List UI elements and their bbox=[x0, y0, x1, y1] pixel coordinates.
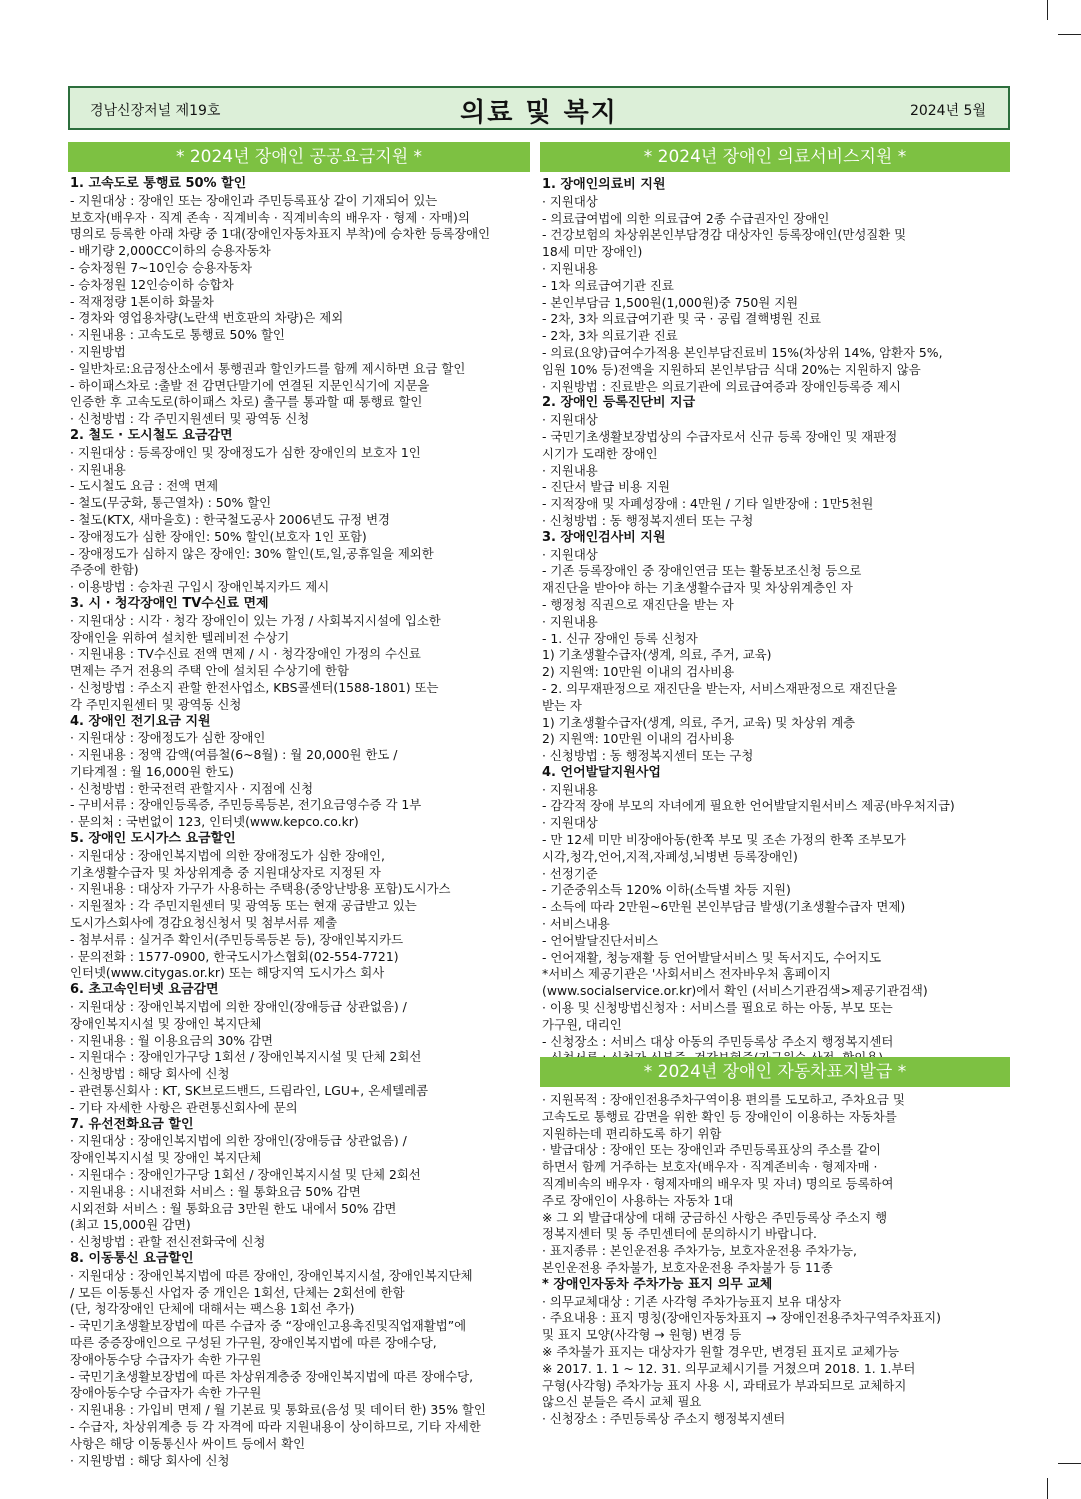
section-heading: 6. 초고속인터넷 요금감면 bbox=[70, 982, 219, 998]
text-line: · 신청방법 : 각 주민지원센터 및 광역동 신청 bbox=[70, 411, 310, 427]
text-line: 지원하는데 편리하도록 하기 위함 bbox=[542, 1125, 722, 1141]
text-line: 정복지센터 및 동 주민센터에 문의하시기 바랍니다. bbox=[542, 1226, 817, 1242]
section-heading: 2. 철도 · 도시철도 요금감면 bbox=[70, 427, 233, 443]
text-line: 면제는 주거 전용의 주택 안에 설치된 수상기에 한함 bbox=[70, 663, 349, 679]
text-line: · 지원대상 : 장애인복지법에 따른 장애인, 장애인복지시설, 장애인복지단체 bbox=[70, 1267, 473, 1283]
section-heading: 1. 고속도로 통행료 50% 할인 bbox=[70, 176, 247, 191]
text-line: 받는 자 bbox=[542, 697, 582, 713]
text-line: - 첨부서류 : 실거주 확인서(주민등록등본 등), 장애인복지카드 bbox=[70, 931, 404, 947]
text-line: 장애인복지시설 및 장애인 복지단체 bbox=[70, 1150, 262, 1166]
text-line: · 신청방법 : 한국전력 관할지사 · 지점에 신청 bbox=[70, 780, 314, 796]
text-line: · 신청장소 : 주민등록상 주소지 행정복지센터 bbox=[542, 1411, 786, 1427]
text-line: - 지원대상 : 장애인 또는 장애인과 주민등록표상 같이 기재되어 있는 bbox=[70, 192, 438, 208]
text-line: - 건강보험의 차상위본인부담경감 대상자인 등록장애인(만성질환 및 bbox=[542, 227, 907, 243]
text-line: · 지원대상 bbox=[542, 193, 598, 209]
text-line: 각 주민지원센터 및 광역동 신청 bbox=[70, 696, 242, 712]
text-line: 18세 미만 장애인) bbox=[542, 244, 643, 260]
text-line: (www.socialservice.or.kr)에서 확인 (서비스기관검색>제공기관검색) bbox=[542, 983, 928, 999]
text-line: 및 표지 모양(사각형 → 원형) 변경 등 bbox=[542, 1327, 742, 1343]
text-line: - 1차 의료급여기관 진료 bbox=[542, 277, 674, 293]
text-line: 고속도로 통행료 감면을 위한 확인 등 장애인이 이용하는 자동차를 bbox=[542, 1108, 897, 1124]
text-line: · 지원대수 : 장애인가구당 1회선 / 장애인복지시설 및 단체 2회선 bbox=[70, 1167, 421, 1183]
text-line: - 의료급여법에 의한 의료급여 2종 수급권자인 장애인 bbox=[542, 210, 830, 226]
text-line: · 지원대상 bbox=[542, 546, 598, 562]
text-line: · 신청방법 : 주소지 관할 한전사업소, KBS콜센터(1588-1801) 또는 bbox=[70, 679, 439, 695]
text-line: · 지원방법 : 해당 회사에 신청 bbox=[70, 1452, 230, 1468]
text-line: - 철도(무궁화, 통근열차) : 50% 할인 bbox=[70, 495, 272, 511]
text-line: · 지원대상 : 장애인복지법에 의한 장애인(장애등급 상관없음) / bbox=[70, 999, 407, 1015]
text-line: - 국민기초생활보장법상의 수급자로서 신규 등록 장애인 및 재판정 bbox=[542, 428, 898, 444]
text-line: · 선정기준 bbox=[542, 865, 598, 881]
text-line: 재진단을 받아야 하는 기초생활수급자 및 차상위계층인 자 bbox=[542, 580, 853, 596]
text-line: 기초생활수급자 및 차상위계층 중 지원대상자로 지정된 자 bbox=[70, 864, 381, 880]
text-line: - 구비서류 : 장애인등록증, 주민등록등본, 전기요금영수증 각 1부 bbox=[70, 797, 422, 813]
text-line: · 지원대상 : 장애인복지법에 의한 장애정도가 심한 장애인, bbox=[70, 847, 385, 863]
text-line: - 감각적 장애 부모의 자녀에게 필요한 언어발달지원서비스 제공(바우처지급) bbox=[542, 798, 955, 814]
text-line: · 지원방법 : 진료받은 의료기관에 의료급여증과 장애인등록증 제시 bbox=[542, 378, 901, 394]
text-line: - 장애정도가 심한 장애인: 50% 할인(보호자 1인 포함) bbox=[70, 528, 367, 544]
text-line: 장애아동수당 수급자가 속한 가구원 bbox=[70, 1351, 262, 1367]
text-line: · 지원내용 bbox=[542, 781, 598, 797]
section-banner-medical: * 2024년 장애인 의료서비스지원 * bbox=[540, 142, 1010, 172]
page-header bbox=[68, 86, 1010, 130]
text-line: - 기존 등록장애인 중 장애인연금 또는 활동보조신청 등으로 bbox=[542, 563, 862, 579]
text-line: *서비스 제공기관은 '사회서비스 전자바우처 홈페이지 bbox=[542, 966, 831, 982]
public-fees-content bbox=[70, 176, 530, 1469]
text-line: - 국민기초생활보장법에 따른 수급자 중 “장애인고용촉진및직업재활법”에 bbox=[70, 1318, 467, 1334]
text-line: - 승차정원 12인승이하 승합차 bbox=[70, 276, 234, 292]
vehicle-content bbox=[542, 1092, 1010, 1428]
text-line: ※ 주차불가 표지는 대상자가 원할 경우만, 변경된 표지로 교체가능 bbox=[542, 1343, 900, 1359]
text-line: · 지원내용 bbox=[542, 613, 598, 629]
text-line: 본인운전용 주차불가, 보호자운전용 주차불가 등 11종 bbox=[542, 1259, 833, 1275]
text-line: · 신청방법 : 동 행정복지센터 또는 구청 bbox=[542, 748, 754, 764]
text-line: 장애아동수당 수급자가 속한 가구원 bbox=[70, 1385, 262, 1401]
text-line: · 지원내용 : 월 이용요금의 30% 감면 bbox=[70, 1032, 273, 1048]
text-line: - 본인부담금 1,500원(1,000원)중 750원 지원 bbox=[542, 294, 799, 310]
text-line: · 지원대상 : 등록장애인 및 장애정도가 심한 장애인의 보호자 1인 bbox=[70, 444, 421, 460]
text-line: 주로 장애인이 사용하는 자동차 1대 bbox=[542, 1192, 734, 1208]
text-line: · 주요내용 : 표지 명칭(장애인자동차표지 → 장애인전용주차구역주차표지) bbox=[542, 1310, 941, 1326]
text-line: · 지원내용 bbox=[70, 461, 126, 477]
section-heading: * 장애인자동차 주차가능 표지 의무 교체 bbox=[542, 1276, 773, 1292]
text-line: 시외전화 서비스 : 월 통화요금 3만원 한도 내에서 50% 감면 bbox=[70, 1200, 397, 1216]
text-line: · 지원내용 bbox=[542, 462, 598, 478]
text-line: (최고 15,000원 감면) bbox=[70, 1217, 191, 1233]
text-line: 1) 기초생활수급자(생계, 의료, 주거, 교육) bbox=[542, 647, 772, 663]
section-heading: 3. 장애인검사비 지원 bbox=[542, 529, 666, 545]
text-line: 명의로 등록한 아래 차량 중 1대(장애인자동차표지 부착)에 승차한 등록장애인 bbox=[70, 226, 491, 242]
medical-content bbox=[542, 177, 1010, 1067]
text-line: - 언어재활, 청능재활 등 언어발달서비스 및 독서지도, 수어지도 bbox=[542, 949, 882, 965]
text-line: 인터넷(www.citygas.or.kr) 또는 해당지역 도시가스 회사 bbox=[70, 965, 385, 981]
text-line: - 지적장애 및 자폐성장애 : 4만원 / 기타 일반장애 : 1만5천원 bbox=[542, 496, 874, 512]
section-heading: 2. 장애인 등록진단비 지급 bbox=[542, 395, 696, 411]
text-line: · 지원목적 : 장애인전용주차구역이용 편의를 도모하고, 주차요금 및 bbox=[542, 1092, 905, 1107]
crop-mark-bottom-right bbox=[1058, 1463, 1081, 1464]
section-heading: 1. 장애인의료비 지원 bbox=[542, 177, 666, 192]
text-line: ※ 2017. 1. 1 ~ 12. 31. 의무교체시기를 거쳤으며 2018. 1. 1.부터 bbox=[542, 1360, 916, 1376]
text-line: 가구원, 대리인 bbox=[542, 1016, 622, 1032]
text-line: 임원 10% 등)전액을 지원하되 본인부담금 식대 20%는 지원하지 않음 bbox=[542, 361, 921, 377]
text-line: - 승차정원 7~10인승 승용자동차 bbox=[70, 259, 252, 275]
text-line: · 신청방법 : 관할 전신전화국에 신청 bbox=[70, 1234, 266, 1250]
text-line: · 지원내용 bbox=[542, 260, 598, 276]
text-line: 1) 기초생활수급자(생계, 의료, 주거, 교육) 및 차상위 계층 bbox=[542, 714, 856, 730]
text-line: · 문의전화 : 1577-0900, 한국도시가스협회(02-554-7721) bbox=[70, 948, 399, 964]
text-line: 사항은 해당 이동통신사 싸이트 등에서 확인 bbox=[70, 1435, 306, 1451]
text-line: · 지원내용 : 시내전화 서비스 : 월 통화요금 50% 감면 bbox=[70, 1183, 361, 1199]
section-heading: 5. 장애인 도시가스 요금할인 bbox=[70, 831, 236, 847]
text-line: - 1. 신규 장애인 등록 신청자 bbox=[542, 630, 698, 646]
text-line: · 이용방법 : 승차권 구입시 장애인복지카드 제시 bbox=[70, 579, 330, 595]
section-banner-public-fees: * 2024년 장애인 공공요금지원 * bbox=[68, 142, 530, 172]
text-line: - 하이패스차로 :출발 전 감면단말기에 연결된 지문인식기에 지문을 bbox=[70, 377, 430, 393]
text-line: (단, 청각장애인 단체에 대해서는 팩스용 1회선 추가) bbox=[70, 1301, 355, 1317]
issue-date: 2024년 5월 bbox=[909, 103, 986, 119]
text-line: 장애인복지시설 및 장애인 복지단체 bbox=[70, 1015, 262, 1031]
text-line: · 표지종류 : 본인운전용 주차가능, 보호자운전용 주차가능, bbox=[542, 1243, 857, 1259]
text-line: 따른 중증장애인으로 구성된 가구원, 장애인복지법에 따른 장애수당, bbox=[70, 1334, 437, 1350]
text-line: · 지원내용 : 고속도로 통행료 50% 할인 bbox=[70, 327, 285, 343]
text-line: 2) 지원액: 10만원 이내의 검사비용 bbox=[542, 664, 735, 680]
text-line: 시각,청각,언어,지적,자폐성,뇌병변 등록장애인) bbox=[542, 848, 798, 864]
section-heading: 7. 유선전화요금 할인 bbox=[70, 1116, 194, 1132]
text-line: 구형(사각형) 주차가능 표지 사용 시, 과태료가 부과되므로 교체하지 bbox=[542, 1377, 907, 1393]
text-line: 직계비속의 배우자 · 형제자매의 배우자 및 자녀) 명의로 등록하여 bbox=[542, 1175, 894, 1191]
text-line: 장애인을 위하여 설치한 텔레비전 수상기 bbox=[70, 629, 290, 645]
text-line: - 장애정도가 심하지 않은 장애인: 30% 할인(토,일,공휴일을 제외한 bbox=[70, 545, 434, 561]
text-line: · 지원방법 bbox=[70, 343, 126, 359]
text-line: - 경차와 영업용차량(노란색 번호판의 차량)은 제외 bbox=[70, 310, 344, 326]
text-line: - 진단서 발급 비용 지원 bbox=[542, 479, 670, 495]
text-line: 2) 지원액: 10만원 이내의 검사비용 bbox=[542, 731, 735, 747]
section-heading: 4. 언어발달지원사업 bbox=[542, 764, 661, 780]
text-line: 도시가스회사에 경감요청신청서 및 첨부서류 제출 bbox=[70, 915, 338, 931]
text-line: · 지원대상 bbox=[542, 412, 598, 428]
text-line: 않으신 분들은 즉시 교체 필요 bbox=[542, 1394, 702, 1410]
text-line: · 지원대상 : 시각 · 청각 장애인이 있는 가정 / 사회복지시설에 입소한 bbox=[70, 612, 441, 628]
text-line: · 서비스내용 bbox=[542, 916, 610, 932]
text-line: 하면서 함께 거주하는 보호자(배우자 · 직계존비속 · 형제자매 · bbox=[542, 1159, 878, 1175]
text-line: - 2차, 3차 의료기관 진료 bbox=[542, 328, 678, 344]
text-line: · 신청방법 : 동 행정복지센터 또는 구청 bbox=[542, 512, 754, 528]
text-line: · 지원대상 : 장애정도가 심한 장애인 bbox=[70, 730, 266, 746]
text-line: - 도시철도 요금 : 전액 면제 bbox=[70, 478, 219, 494]
text-line: · 발급대상 : 장애인 또는 장애인과 주민등록표상의 주소를 같이 bbox=[542, 1142, 881, 1158]
section-banner-vehicle: * 2024년 장애인 자동차표지발급 * bbox=[540, 1057, 1010, 1087]
text-line: 인증한 후 고속도로(하이패스 차로) 출구를 통과할 때 통행료 할인 bbox=[70, 394, 423, 410]
text-line: ※ 그 외 발급대상에 대해 궁금하신 사항은 주민등록상 주소지 행 bbox=[542, 1209, 888, 1225]
text-line: · 지원대상 : 장애인복지법에 의한 장애인(장애등급 상관없음) / bbox=[70, 1133, 407, 1149]
text-line: · 지원내용 : 대상자 가구가 사용하는 주택용(중앙난방용 포함)도시가스 bbox=[70, 881, 451, 897]
journal-name: 경남신장저널 제19호 bbox=[90, 103, 221, 119]
text-line: · 이용 및 신청방법신청자 : 서비스를 필요로 하는 아동, 부모 또는 bbox=[542, 1000, 893, 1016]
text-line: · 지원대상 bbox=[542, 815, 598, 831]
text-line: 시기가 도래한 장애인 bbox=[542, 445, 658, 461]
text-line: - 철도(KTX, 새마을호) : 한국철도공사 2006년도 규정 변경 bbox=[70, 511, 391, 527]
text-line: - 신청장소 : 서비스 대상 아동의 주민등록상 주소지 행정복지센터 bbox=[542, 1033, 894, 1049]
text-line: · 지원내용 : 정액 감액(여름철(6~8월) : 월 20,000원 한도 / bbox=[70, 747, 398, 763]
text-line: - 국민기초생활보장법에 따른 차상위계층중 장애인복지법에 따른 장애수당, bbox=[70, 1368, 474, 1384]
text-line: - 수급자, 차상위계층 등 각 자격에 따라 지원내용이 상이하므로, 기타 자세한 bbox=[70, 1418, 481, 1434]
text-line: · 의무교체대상 : 기존 사각형 주차가능표지 보유 대상자 bbox=[542, 1293, 842, 1309]
text-line: · 문의처 : 국번없이 123, 인터넷(www.kepco.co.kr) bbox=[70, 814, 359, 830]
page-title: 의료 및 복지 bbox=[460, 98, 618, 128]
text-line: 주중에 한함) bbox=[70, 562, 139, 578]
text-line: - 만 12세 미만 비장애아동(한쪽 부모 및 조손 가정의 한쪽 조부모가 bbox=[542, 832, 906, 848]
text-line: - 관련통신회사 : KT, SK브로드밴드, 드림라인, LGU+, 온세텔레콤 bbox=[70, 1083, 429, 1099]
crop-mark-top-right bbox=[1058, 34, 1081, 35]
text-line: - 의료(요양)급여수가적용 본인부담진료비 15%(차상위 14%, 암환자 5%, bbox=[542, 344, 943, 360]
text-line: - 적재정량 1톤이하 화물차 bbox=[70, 293, 214, 309]
section-heading: 3. 시 · 청각장애인 TV수신료 면제 bbox=[70, 595, 269, 611]
text-line: - 2. 의무재판정으로 재진단을 받는자, 서비스재판정으로 재진단을 bbox=[542, 680, 898, 696]
text-line: / 모든 이동통신 사업자 중 개인은 1회선, 단체는 2회선에 한함 bbox=[70, 1284, 405, 1300]
text-line: 기타계절 : 월 16,000원 한도) bbox=[70, 763, 234, 779]
text-line: - 소득에 따라 2만원~6만원 본인부담금 발생(기초생활수급자 면제) bbox=[542, 899, 906, 915]
text-line: - 배기량 2,000CC이하의 승용자동차 bbox=[70, 243, 271, 259]
text-line: - 언어발달진단서비스 bbox=[542, 932, 659, 948]
text-line: · 지원절차 : 각 주민지원센터 및 광역동 또는 현재 공급받고 있는 bbox=[70, 898, 417, 914]
text-line: - 기타 자세한 사항은 관련통신회사에 문의 bbox=[70, 1099, 298, 1115]
text-line: · 지원내용 : 가입비 면제 / 월 기본료 및 통화료(음성 및 데이터 한) 35% 할인 bbox=[70, 1402, 486, 1418]
text-line: - 행정청 직권으로 재진단을 받는 자 bbox=[542, 596, 734, 612]
crop-mark-top bbox=[1047, 0, 1048, 20]
text-line: - 일반차로:요금정산소에서 통행권과 할인카드를 함께 제시하면 요금 할인 bbox=[70, 360, 466, 376]
text-line: · 지원내용 : TV수신료 전액 면제 / 시 · 청각장애인 가정의 수신료 bbox=[70, 646, 421, 662]
text-line: - 기준중위소득 120% 이하(소득별 차등 지원) bbox=[542, 882, 791, 898]
section-heading: 4. 장애인 전기요금 지원 bbox=[70, 713, 211, 729]
section-heading: 8. 이동통신 요금할인 bbox=[70, 1251, 194, 1266]
text-line: - 지원대수 : 장애인가구당 1회선 / 장애인복지시설 및 단체 2회선 bbox=[70, 1049, 422, 1065]
text-line: · 신청방법 : 해당 회사에 신청 bbox=[70, 1066, 230, 1082]
text-line: - 2차, 3차 의료급여기관 및 국 · 공립 결핵병원 진료 bbox=[542, 311, 822, 327]
text-line: 보호자(배우자 · 직계 존속 · 직계비속 · 직계비속의 배우자 · 형제 · 자매)의 bbox=[70, 209, 470, 225]
crop-mark-bottom bbox=[1047, 1478, 1048, 1499]
